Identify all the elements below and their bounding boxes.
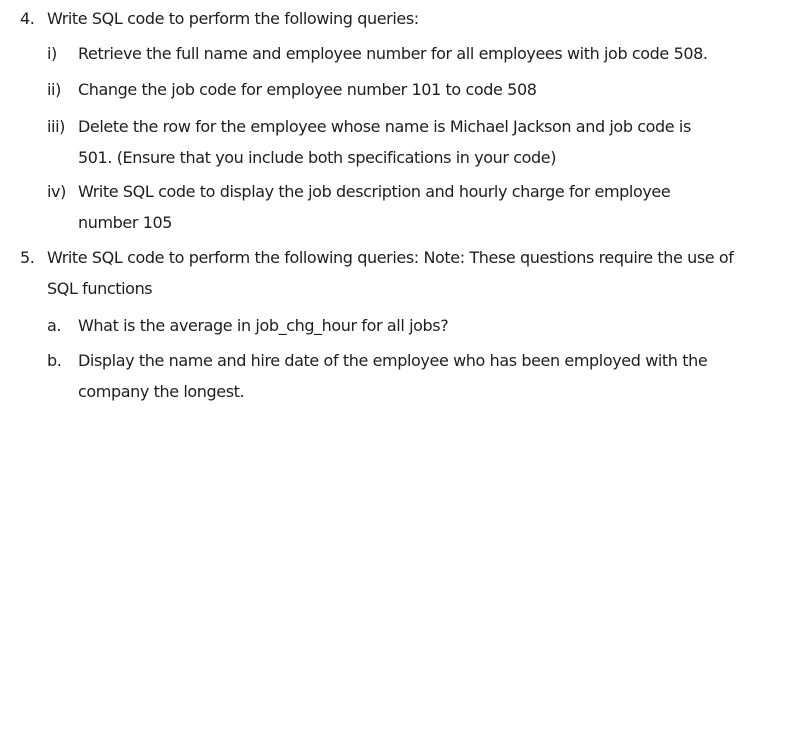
question-4-item-ii-text: Change the job code for employee number 101 to code 508 [78, 80, 537, 99]
question-4-title: Write SQL code to perform the following queries: [47, 9, 419, 28]
question-4-item-iii-marker: iii) [47, 117, 65, 136]
question-5-item-a-marker: a. [47, 316, 62, 335]
question-4-item-i-text: Retrieve the full name and employee number for all employees with job code 508. [78, 44, 708, 63]
question-5-item-b-marker: b. [47, 351, 62, 370]
question-4-item-ii-marker: ii) [47, 80, 61, 99]
question-4-number: 4. [20, 9, 35, 28]
question-4-item-iii-text-line-1: Delete the row for the employee whose name is Michael Jackson and job code is [78, 117, 691, 136]
question-5-item-b-text-line-2: company the longest. [78, 382, 245, 401]
question-4-item-iv-text-line-2: number 105 [78, 213, 173, 232]
question-5-title-line-2: SQL functions [47, 279, 153, 298]
question-5-number: 5. [20, 248, 35, 267]
question-5-item-b-text-line-1: Display the name and hire date of the employee who has been employed with the [78, 351, 708, 370]
question-4-item-iii-text-line-2: 501. (Ensure that you include both specifications in your code) [78, 148, 557, 167]
question-4-item-iv-marker: iv) [47, 182, 66, 201]
question-5-item-a-text: What is the average in job_chg_hour for all jobs? [78, 316, 449, 335]
question-4-item-i-marker: i) [47, 44, 57, 63]
question-4-item-iv-text-line-1: Write SQL code to display the job description and hourly charge for employee [78, 182, 671, 201]
question-5-title-line-1: Write SQL code to perform the following queries: Note: These questions require the use of [47, 248, 734, 267]
